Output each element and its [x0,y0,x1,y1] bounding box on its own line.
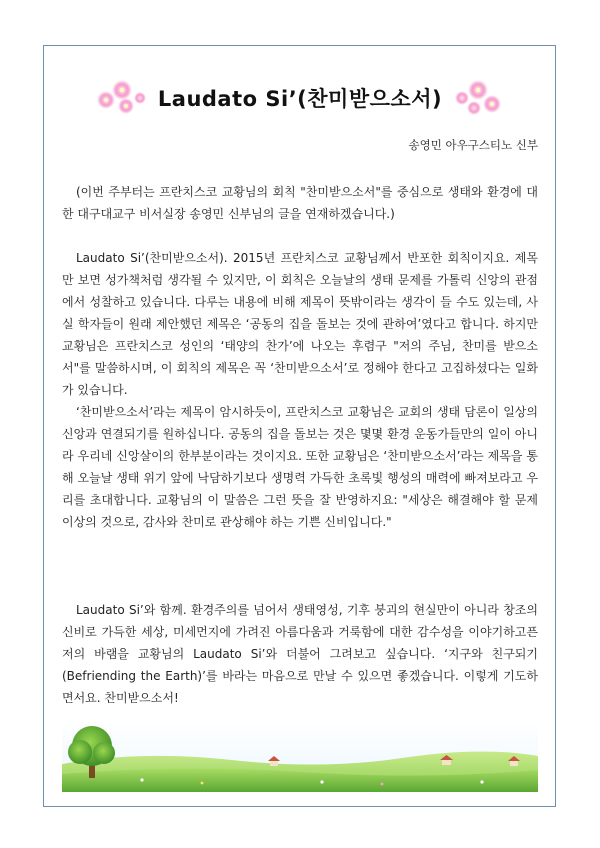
meadow-tree-banner [62,720,538,792]
body-paragraph: Laudato Si’와 함께. 환경주의를 넘어서 생태영성, 기후 붕괴의 현실만이 아니라 창조의 신비로 가득한 세상, 미세먼지에 가려진 아름다움과 거룩함에 대한 감수성을 이야기하고픈 저의 바램을 교황님의 Laudato Si’와 더불어 그려보고 싶습니다. ‘지구와 친구되기(Befriending the Earth)’를 바라는 마음으로 만날 수 있으면 좋겠습니다. 이렇게 기도하면서요. 찬미받으소서! [62,603,538,705]
author-byline: 송영민 아우구스티노 신부 [408,138,538,152]
intro-paragraph: (이번 주부터는 프란치스코 교황님의 회칙 "찬미받으소서"를 중심으로 생태와 환경에 대한 대구대교구 비서실장 송영민 신부님의 글을 연재하겠습니다.) [62,185,538,221]
body-paragraph: ‘찬미받으소서’라는 제목이 암시하듯이, 프란치스코 교황님은 교회의 생태 담론이 일상의 신앙과 연결되기를 원하십니다. 공동의 집을 돌보는 것은 몇몇 환경 운동가들만의 일이 아니라 우리네 신앙살이의 한부분이라는 것이지요. 또한 교황님은 ‘찬미받으소서’라는 제목을 통해 오늘날 생태 위기 앞에 낙담하기보다 생명력 가득한 초록빛 행성의 매력에 빠져보라고 우리를 초대합니다. 교황님의 이 말씀은 그런 뜻을 잘 반영하지요: "세상은 해결해야 할 문제 이상의 것으로, 감사와 찬미로 관상해야 하는 기쁜 신비입니다." [62,405,538,529]
body-paragraph: Laudato Si’(찬미받으소서). 2015년 프란치스코 교황님께서 반포한 회칙이지요. 제목만 보면 성가책처럼 생각될 수 있지만, 이 회칙은 오늘날의 생태 문제를 가톨릭 신앙의 관점에서 성찰하고 있습니다. 다루는 내용에 비해 제목이 뜻밖이라는 생각이 들 수도 있는데, 사실 학자들이 원래 제안했던 제목은 ‘공동의 집을 돌보는 것에 관하여’였다고 합니다. 하지만 교황님은 프란치스코 성인의 ‘태양의 찬가’에 나오는 후렴구 "저의 주님, 찬미를 받으소서"를 말씀하시며, 이 회칙의 제목은 꼭 ‘찬미받으소서’로 정해야 한다고 고집하셨다는 일화가 있습니다. [62,251,538,397]
page-title: Laudato Si’(찬미받으소서) [157,87,443,111]
